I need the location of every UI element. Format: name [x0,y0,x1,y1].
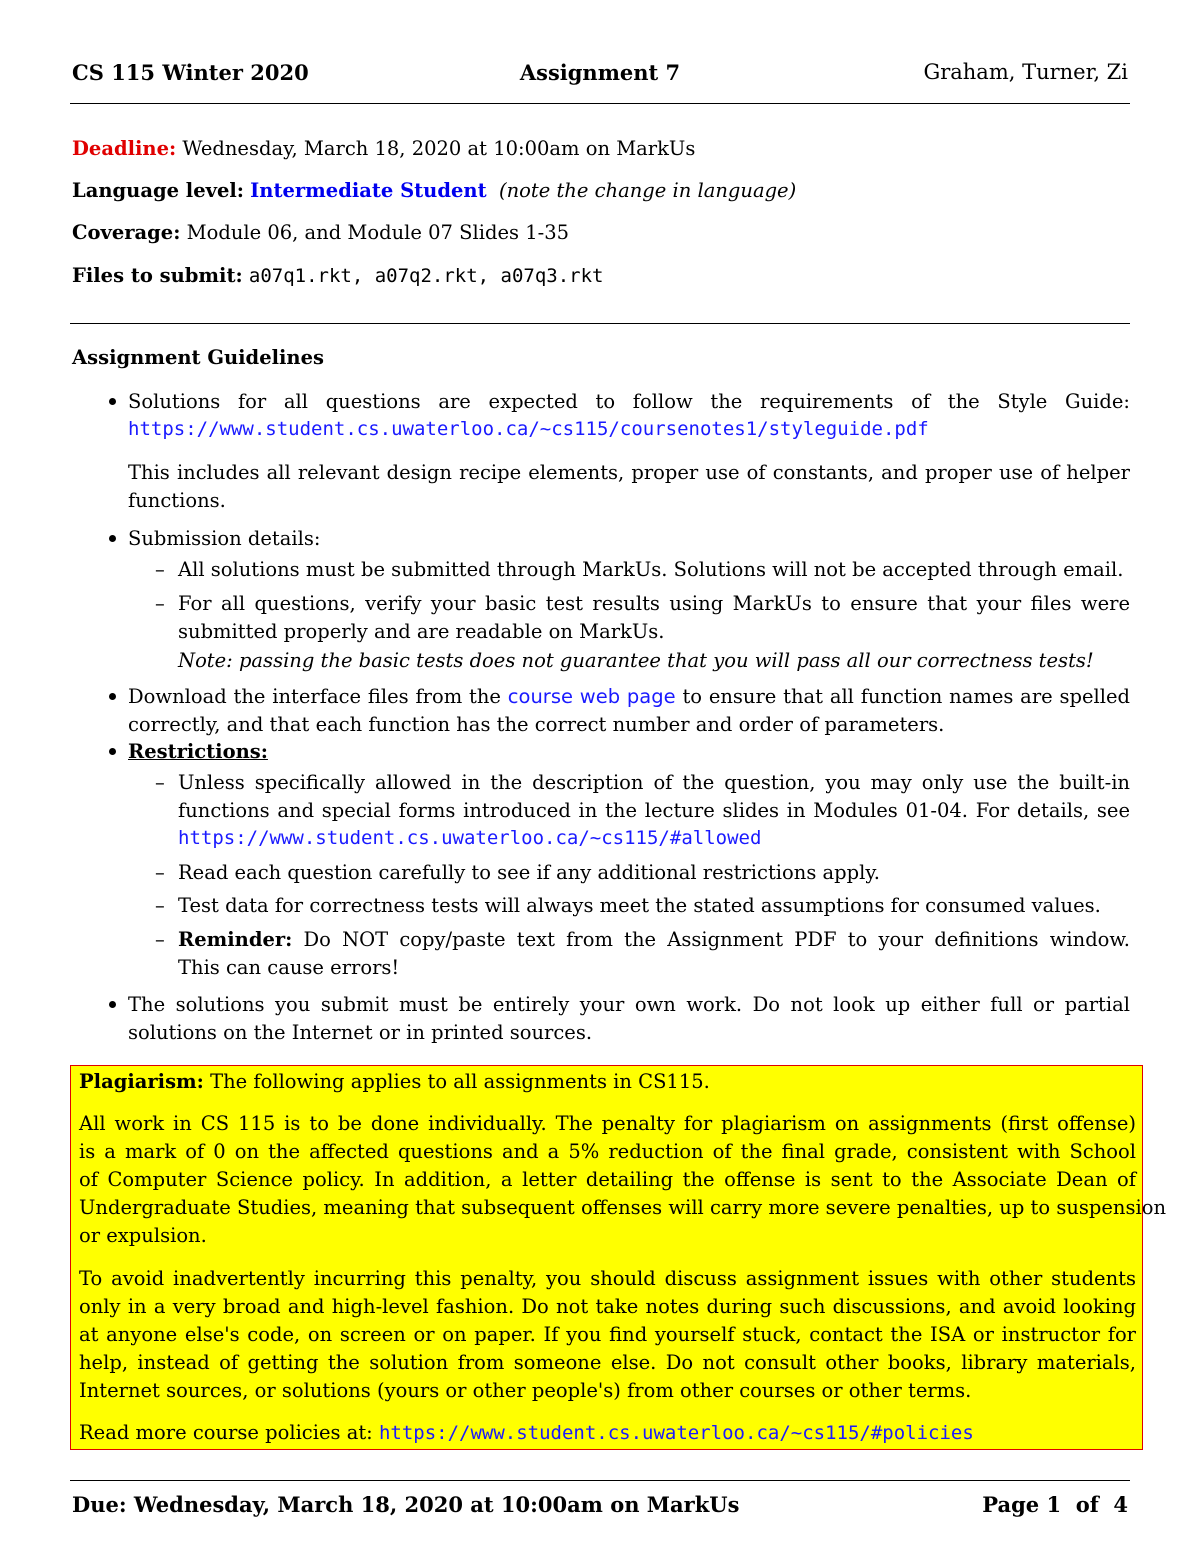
b4-s3: Test data for correctness tests will always meet the stated assumptions for consumed values. [178,894,1101,917]
plagiarism-p1-line: Undergraduate Studies, meaning that subsequent offenses will carry more severe penalties, up to suspension [79,1196,1167,1219]
header-course: CS 115 Winter 2020 [72,60,309,85]
deadline-label: Deadline: [72,137,177,160]
b2-s2-line2: submitted properly and are readable on MarkUs. [178,620,665,643]
language-label: Language level: [72,179,244,202]
footer-page [982,1492,1128,1517]
b4-s4-line1 [178,928,1130,951]
bullet-icon [109,1001,116,1008]
plagiarism-p2-line: help, instead of getting the solution from someone else. Do not consult other books, library materials, [79,1351,1136,1374]
b1-line1: Solutions for all questions are expected to follow the requirements of the Style Guide: [128,390,1130,413]
dash-icon: – [155,771,165,794]
b3-line2: correctly, and that each function has the correct number and order of parameters. [128,713,945,736]
restrictions-title: Restrictions: [128,740,268,763]
b1-p2-line2: functions. [128,489,226,512]
course-web-page-link[interactable]: course web page [507,685,676,708]
reminder-label: Reminder: [178,928,293,951]
coverage-line [72,221,569,244]
b3-pre: Download the interface files from the [128,685,501,708]
bullet-icon [109,398,116,405]
page-total: 4 [1113,1492,1128,1517]
policies-line [79,1421,1136,1444]
coverage-label: Coverage: [72,221,181,244]
styleguide-link[interactable]: https://www.student.cs.uwaterloo.ca/~cs115/coursenotes1/styleguide.pdf [128,418,929,440]
files-value: a07q1.rkt, a07q2.rkt, a07q3.rkt [248,265,604,287]
reminder-text: Do NOT copy/paste text from the Assignment PDF to your definitions window. [303,928,1130,951]
b3-line1 [128,685,1130,708]
header-assignment: Assignment 7 [519,60,681,85]
policies-label: Read more course policies at: [79,1421,373,1444]
dash-icon: – [155,928,165,951]
guidelines-title: Assignment Guidelines [72,346,324,369]
bullet-icon [109,693,116,700]
b2-s1: All solutions must be submitted through MarkUs. Solutions will not be accepted through email. [178,558,1124,581]
info-rule [70,323,1130,324]
deadline-line [72,137,695,160]
plagiarism-label: Plagiarism: [79,1070,204,1093]
header-instructors: Graham, Turner, Zi [923,60,1128,84]
plagiarism-p2-line: only in a very broad and high-level fashion. Do not take notes during such discussions, and avoid looking [79,1295,1136,1318]
plagiarism-p1-line: of Computer Science policy. In addition, a letter detailing the offense is sent to the Associate Dean of [79,1168,1136,1191]
plagiarism-p2-line: To avoid inadvertently incurring this penalty, you should discuss assignment issues with other students [79,1267,1136,1290]
b3-post: to ensure that all function names are spelled [682,685,1131,708]
b2-s2-note: Note: passing the basic tests does not guarantee that you will pass all our correctness tests! [178,649,1094,672]
page-label: Page [982,1492,1040,1517]
dash-icon: – [155,894,165,917]
plagiarism-intro: The following applies to all assignments in CS115. [210,1070,710,1093]
b2-title: Submission details: [128,527,321,550]
footer-rule [70,1480,1130,1481]
plagiarism-p1-line: is a mark of 0 on the affected questions and a 5% reduction of the final grade, consistent with School [79,1140,1136,1163]
b5-line1: The solutions you submit must be entirely your own work. Do not look up either full or partial [128,993,1130,1016]
deadline-value: Wednesday, March 18, 2020 at 10:00am on MarkUs [182,137,696,160]
dash-icon: – [155,592,165,615]
allowed-link[interactable]: https://www.student.cs.uwaterloo.ca/~cs115/#allowed [178,827,762,849]
page-number: 1 [1046,1492,1062,1517]
footer-due: Due: Wednesday, March 18, 2020 at 10:00am on MarkUs [72,1492,740,1517]
b4-s1-line2: functions and special forms introduced in the lecture slides in Modules 01-04. For details, see [178,799,1130,822]
language-value: Intermediate Student [250,179,487,202]
plagiarism-p2-line: at anyone else's code, on screen or on paper. If you find yourself stuck, contact the ISA or instructor for [79,1323,1136,1346]
files-line [72,264,604,287]
header-rule [70,103,1130,104]
b5-line2: solutions on the Internet or in printed sources. [128,1021,593,1044]
language-note: (note the change in language) [498,179,797,202]
plagiarism-p2-line: Internet sources, or solutions (yours or other people's) from other courses or other terms. [79,1379,972,1402]
bullet-icon [109,748,116,755]
plagiarism-intro-line [79,1070,1136,1093]
coverage-value: Module 06, and Module 07 Slides 1-35 [186,221,570,244]
plagiarism-p1-line: All work in CS 115 is to be done individually. The penalty for plagiarism on assignments (first offense) [79,1112,1136,1135]
dash-icon: – [155,861,165,884]
plagiarism-box [70,1065,1167,1450]
b4-s4-line2: This can cause errors! [178,956,400,979]
b4-s1-line1: Unless specifically allowed in the description of the question, you may only use the built-in [178,771,1130,794]
b1-p2-line1: This includes all relevant design recipe elements, proper use of constants, and proper use of helper [128,461,1130,484]
language-line [72,179,796,202]
b2-s2-line1: For all questions, verify your basic test results using MarkUs to ensure that your files were [178,592,1130,615]
plagiarism-p1-line: or expulsion. [79,1224,207,1247]
dash-icon: – [155,558,165,581]
files-label: Files to submit: [72,264,243,287]
bullet-icon [109,535,116,542]
of-label: of [1075,1492,1099,1517]
b4-s2: Read each question carefully to see if any additional restrictions apply. [178,861,880,884]
policies-link[interactable]: https://www.student.cs.uwaterloo.ca/~cs115/#policies [378,1422,974,1444]
